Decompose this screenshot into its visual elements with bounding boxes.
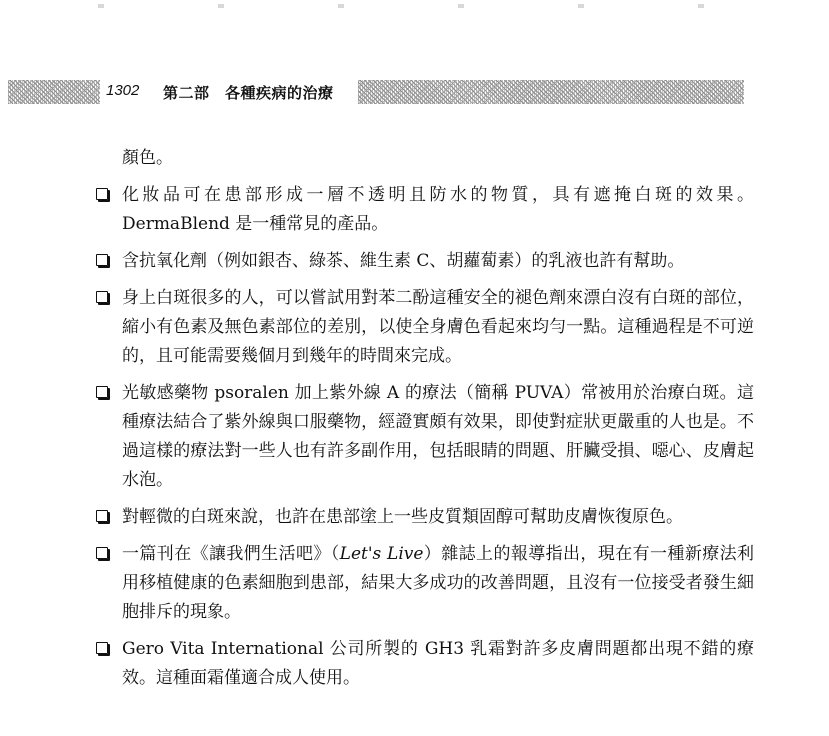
checkbox-icon [96,386,108,398]
list-item-puva [94,379,754,495]
list-item-text [122,540,754,627]
list-item-text: 對輕微的白斑來說，也許在患部塗上一些皮質類固醇可幫助皮膚恢復原色。 [122,507,683,527]
header-pattern-left [8,80,100,104]
list-item-text: Gero Vita International 公司所製的 GH3 乳霜對許多皮膚問題都出現不錯的療效。這種面霜僅適合成人使用。 [122,639,754,688]
text-after: ）雜誌上的報導指出，現在有一種新療法利用移植健康的色素細胞到患部，結果大多成功的改善問題，且沒有一位接受者發生細胞排斥的現象。 [122,544,755,622]
magazine-title: Let's Live [339,544,424,564]
page-number: 1302 [106,82,140,99]
header-pattern-right [358,80,744,104]
list-item-depigmentation [94,284,754,371]
text-before: 一篇刊在《讓我們生活吧》（ [122,544,340,564]
checkbox-icon [96,510,108,522]
scan-artifact [60,4,760,8]
list-item-text: 光敏感藥物 psoralen 加上紫外線 A 的療法（簡稱 PUVA）常被用於治療白斑。這種療法結合了紫外線與口服藥物，經證實頗有效果，即使對症狀更嚴重的人也是。不過這樣的療法對一些人也有許多副作用，包括眼睛的問題、肝臟受損、噁心、皮膚起水泡。 [122,383,754,490]
continued-text: 顏色。 [122,148,173,168]
list-item-gh3-cream [94,635,754,693]
list-item-antioxidant [94,247,754,276]
list-item-text: 身上白斑很多的人，可以嘗試用對苯二酚這種安全的褪色劑來漂白沒有白斑的部位，縮小有色素及無色素部位的差別，以使全身膚色看起來均勻一點。這種過程是不可逆的，且可能需要幾個月到幾年的時間來完成。 [122,288,754,366]
checkbox-icon [96,547,108,559]
checkbox-icon [96,642,108,654]
section-title: 第二部 各種疾病的治療 [160,82,337,103]
list-item-corticosteroid [94,503,754,532]
checkbox-icon [96,291,108,303]
list-item-text: 含抗氧化劑（例如銀杏、綠茶、維生素 C、胡蘿蔔素）的乳液也許有幫助。 [122,251,685,271]
page-body [94,144,754,701]
checkbox-icon [96,254,108,266]
list-item-text: 化妝品可在患部形成一層不透明且防水的物質，具有遮掩白斑的效果。DermaBlend 是一種常見的產品。 [122,185,754,234]
list-item-makeup [94,181,754,239]
running-header [8,80,744,104]
list-item-cell-transplant [94,540,754,627]
checkbox-icon [96,188,108,200]
